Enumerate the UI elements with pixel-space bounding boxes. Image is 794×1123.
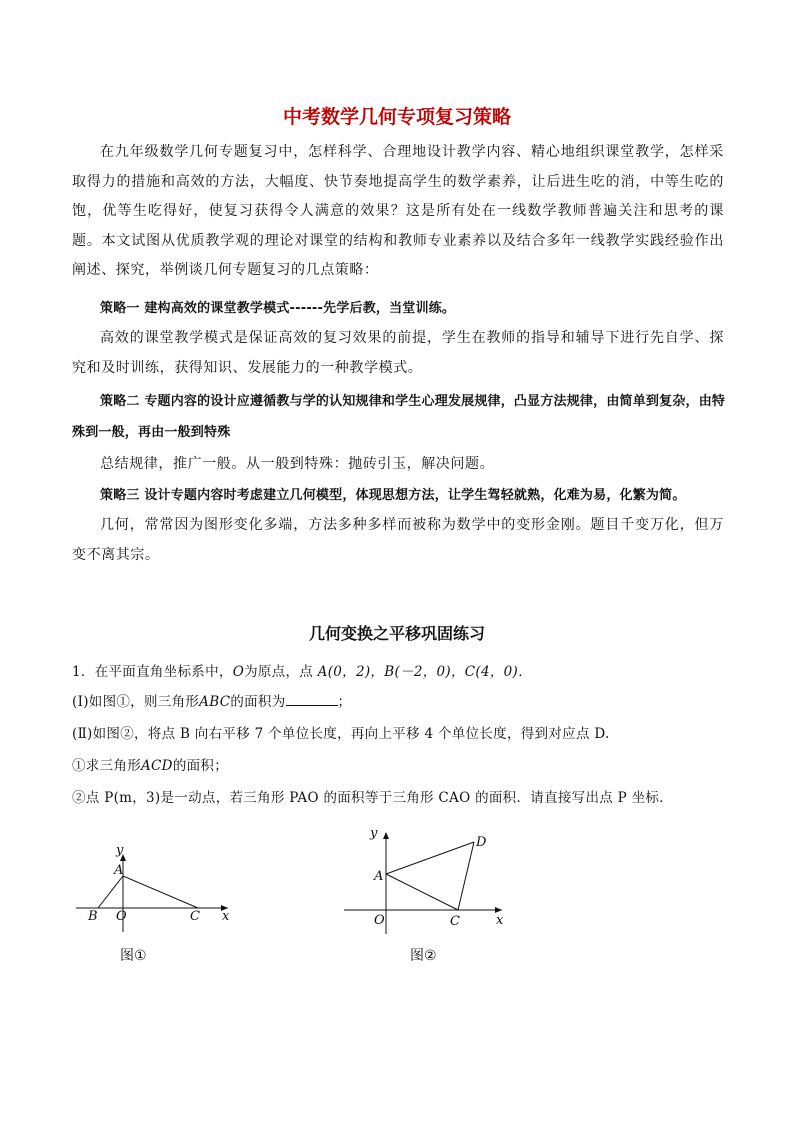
origin-label: O (374, 913, 385, 928)
point-d-label: D (476, 835, 487, 850)
x-axis-label: x (222, 909, 230, 924)
y-axis-label: y (116, 843, 124, 858)
question-1-part-2: (Ⅱ)如图②，将点 B 向右平移 7 个单位长度，再向上平移 4 个单位长度，得到对应点 D. (72, 726, 610, 742)
question-1-sub-2: ②点 P(m，3)是一动点，若三角形 PAO 的面积等于三角形 CAO 的面积．请直接写出点 P 坐标． (72, 790, 674, 806)
origin-label: O (116, 909, 127, 924)
question-1-sub-1: ①求三角形ACD的面积； (72, 758, 229, 774)
figure-2-diagram (340, 822, 520, 942)
point-a-label: A (374, 869, 384, 884)
segment-ba (98, 876, 123, 908)
intro-paragraph: 在九年级数学几何专题复习中，怎样科学、合理地设计教学内容、精心地组织课堂教学，怎样采取得力的措施和高效的方法，大幅度、快节奏地提高学生的数学素养，让后进生吃的消，中等生吃的饱，优等生吃得好，使复习获得令人满意的效果？这是所有处在一线数学教师普遍关注和思考的课题。本文试图从优质教学观的理论对课堂的结构和教师专业素养以及结合多年一线教学实践经验作出阐述、探究，举例谈几何专题复习的几点策略： (72, 144, 724, 278)
strategy-3-body: 几何，常常因为图形变化多端，方法多种多样而被称为数学中的变形金刚。题目千变万化，但万变不离其宗。 (72, 517, 724, 563)
strategy-1-heading: 策略一 建构高效的课堂教学模式------先学后教，当堂训练。 (100, 301, 456, 316)
segment-ac (123, 876, 198, 908)
strategy-2-heading: 策略二 专题内容的设计应遵循教与学的认知规律和学生心理发展规律，凸显方法规律，由简单到复杂，由特殊到一般，再由一般到特殊 (72, 394, 726, 440)
segment-dc (458, 842, 474, 910)
segment-ad (386, 842, 474, 874)
point-c-label: C (450, 914, 460, 929)
y-axis-label: y (370, 826, 378, 841)
answer-blank[interactable] (286, 691, 338, 706)
point-a-label: A (114, 863, 124, 878)
y-axis-arrow (383, 832, 389, 839)
segment-ac (386, 874, 458, 910)
point-b-label: B (88, 909, 98, 924)
strategy-3-heading: 策略三 设计专题内容时考虑建立几何模型，体现思想方法，让学生驾轻就熟，化难为易，化繁为简。 (100, 488, 686, 503)
x-axis-label: x (496, 913, 504, 928)
strategy-2-body: 总结规律，推广一般。从一般到特殊：抛砖引玉，解决问题。 (100, 456, 495, 472)
point-c-label: C (190, 909, 200, 924)
strategy-1-body: 高效的课堂教学模式是保证高效的复习效果的前提，学生在教师的指导和辅导下进行先自学、探究和及时训练，获得知识、发展能力的一种教学模式。 (72, 330, 724, 376)
question-1-stem: 1．在平面直角坐标系中，O为原点，点 A(0，2)，B(－2，0)，C(4，0)． (72, 664, 532, 680)
figure-1-diagram (70, 840, 240, 940)
figure-1-caption: 图① (120, 948, 147, 964)
section-title: 几何变换之平移巩固练习 (308, 624, 485, 643)
question-1-part-1: (Ⅰ)如图①，则三角形ABC的面积为 ； (72, 690, 732, 714)
figure-2-caption: 图② (410, 948, 437, 964)
page-title: 中考数学几何专项复习策略 (282, 106, 511, 128)
